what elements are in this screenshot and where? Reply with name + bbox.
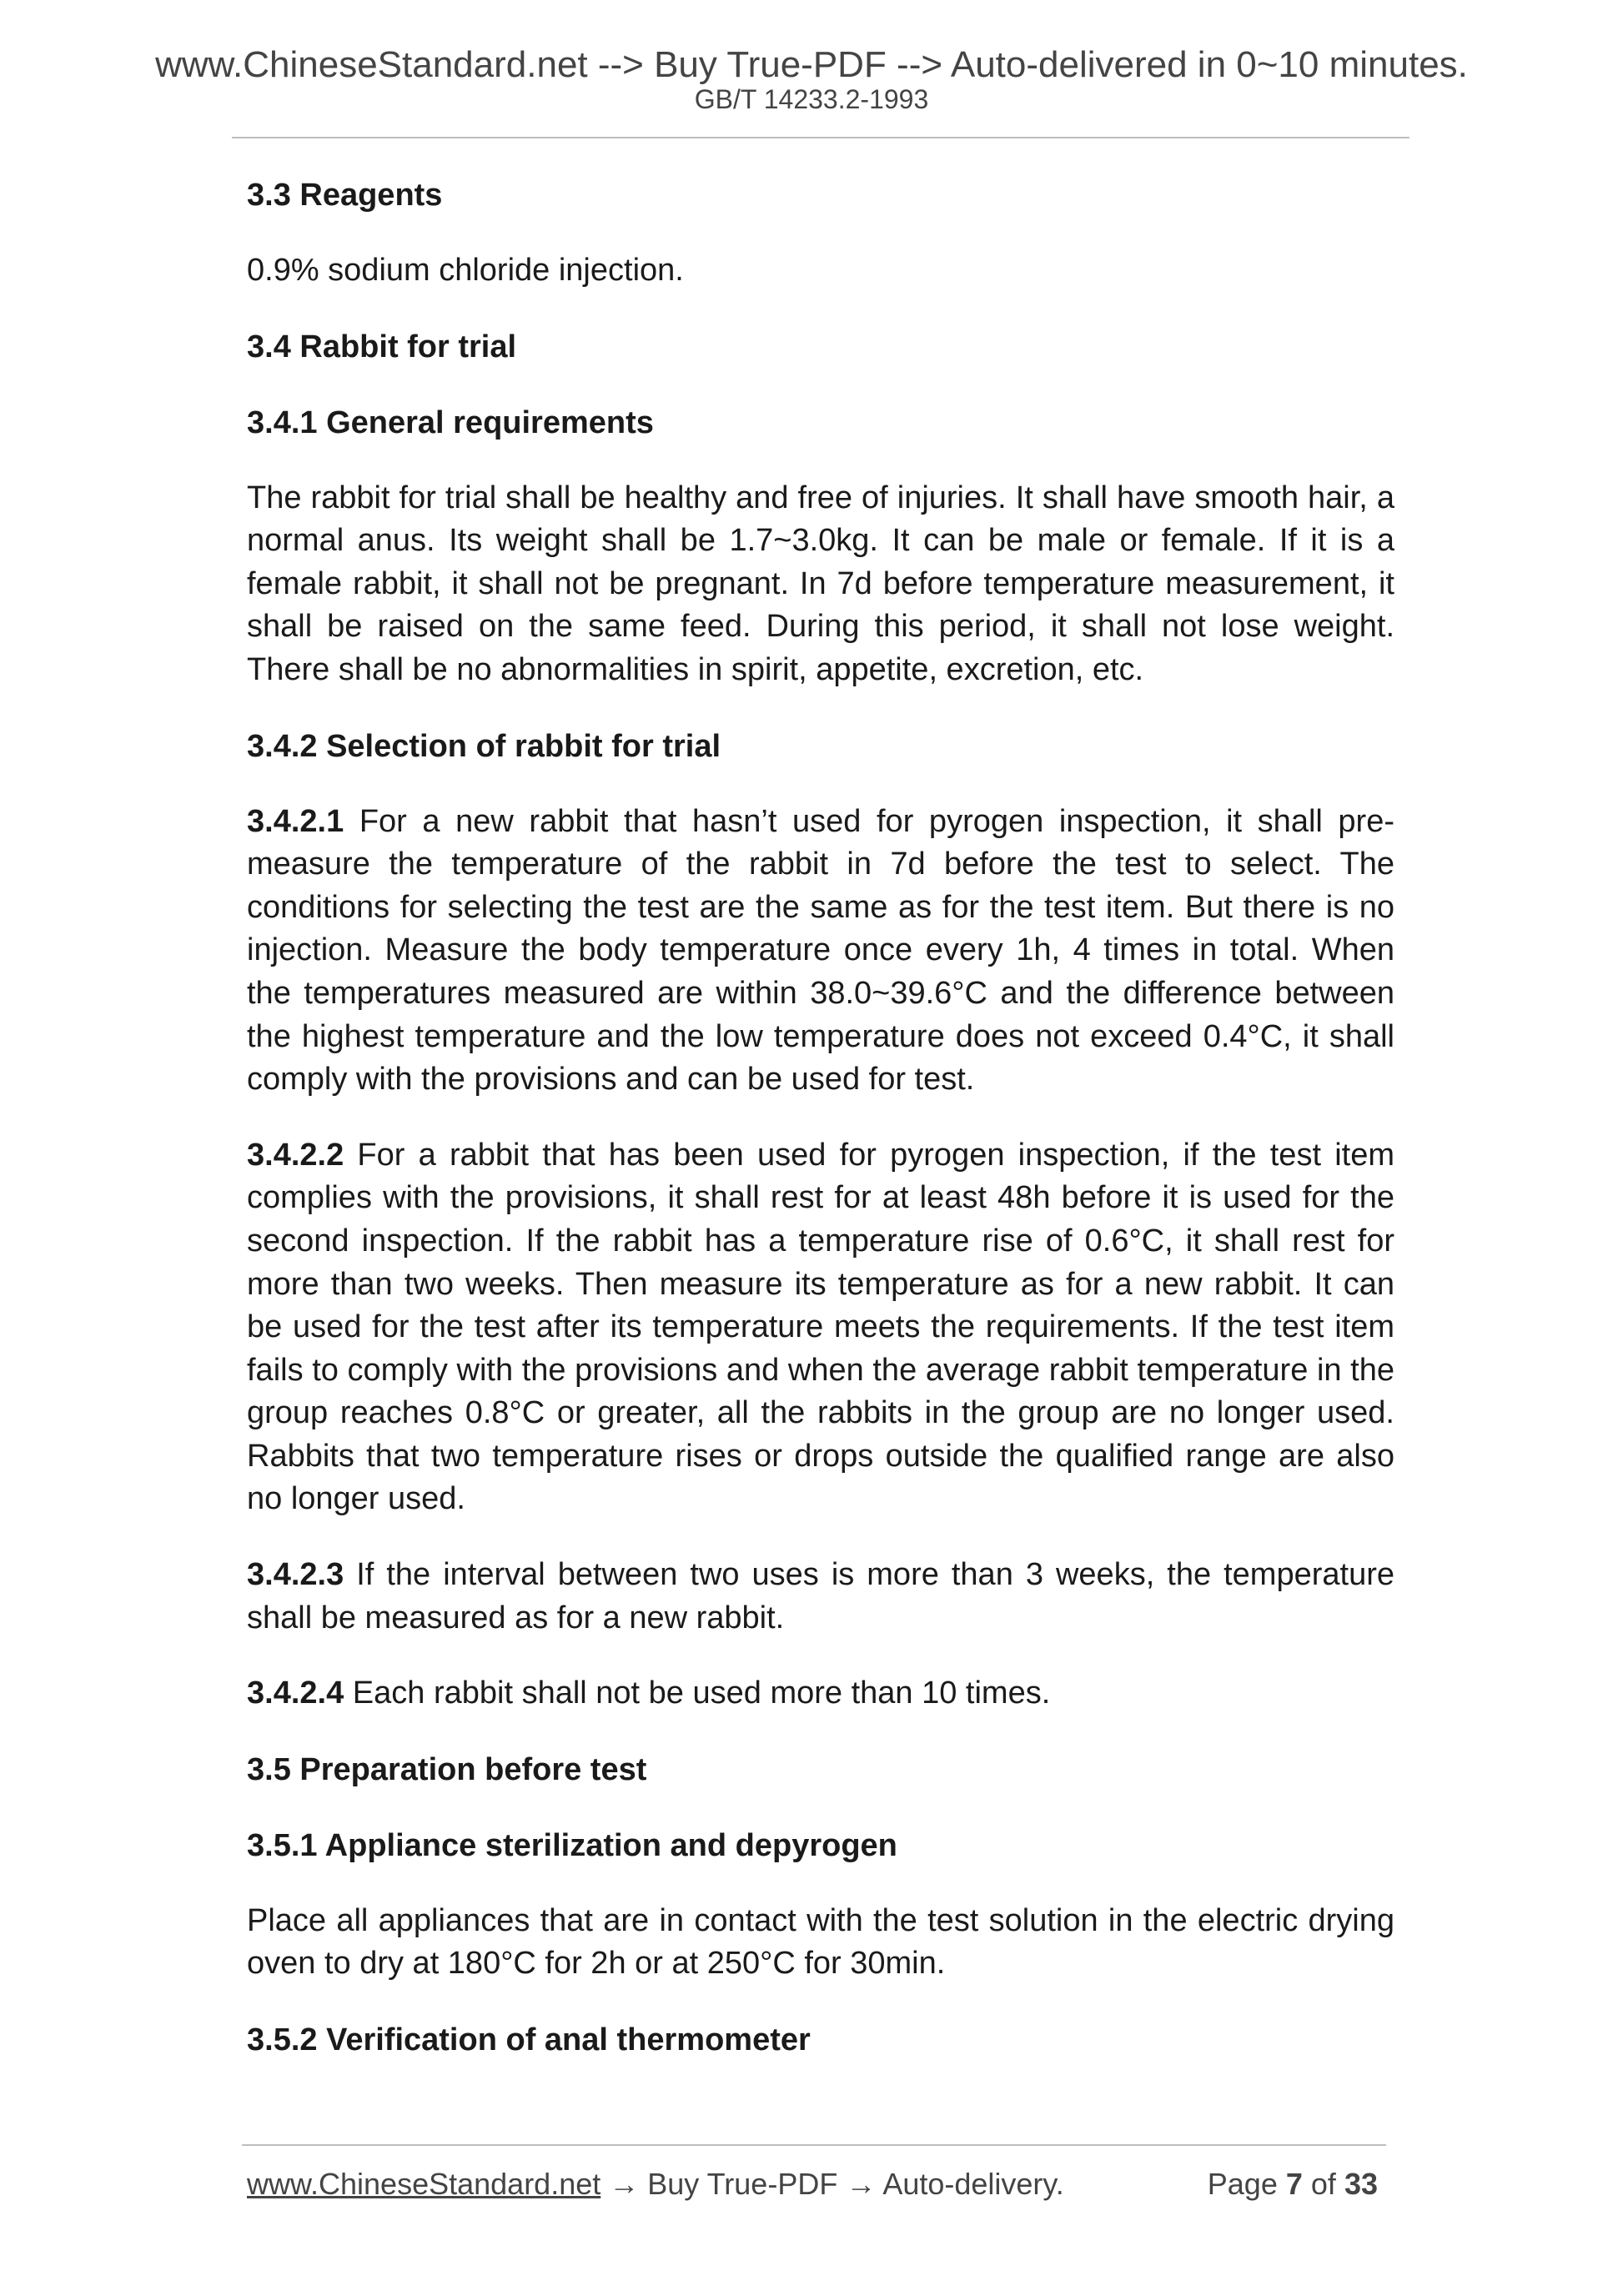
- footer-text: [247, 2165, 1064, 2203]
- clause-text: Each rabbit shall not be used more than 10 times.: [352, 1676, 1051, 1711]
- section-heading: 3.5 Preparation before test: [247, 1751, 647, 1787]
- document-body: [247, 173, 1394, 2094]
- paragraph: Place all appliances that are in contact with the test solution in the electric drying oven to dry at 180°C for 2h or at 250°C for 30min.: [247, 1902, 1394, 1982]
- paragraph: The rabbit for trial shall be healthy and free of injuries. It shall have smooth hair, a normal anus. Its weight shall be 1.7~3.0kg. It can be male or female. If it is a female rabbit, it shall not be pregnant. In 7d before temperature measurement, it shall be raised on the same feed. During this period, it shall not lose weight. There shall be no abnormalities in spirit, appetite, excretion, etc.: [247, 480, 1394, 687]
- footer-tagline: → Buy True-PDF → Auto-delivery.: [600, 2167, 1064, 2201]
- page-indicator: [1208, 2165, 1378, 2203]
- header-divider: [232, 137, 1409, 138]
- section-heading: 3.3 Reagents: [247, 178, 443, 213]
- clause-text: For a rabbit that has been used for pyrogen inspection, if the test item complies with the provisions, it shall rest for at least 48h before it is used for the second inspection. If the rabbit has a temperature rise of 0.6°C, it shall rest for more than two weeks. Then measure its temperature as for a new rabbit. It can be used for the test after its temperature meets the requirements. If the test item fails to comply with the provisions and when the average rabbit temperature in the group reaches 0.8°C or greater, all the rabbits in the group are no longer used. Rabbits that two temperature rises or drops outside the qualified range are also no longer used.: [247, 1137, 1394, 1517]
- of-label: of: [1310, 2167, 1336, 2201]
- clause-paragraph: [247, 1554, 1394, 1640]
- section-heading: 3.5.2 Verification of anal thermometer: [247, 2022, 811, 2058]
- clause-number: 3.4.2.4: [247, 1676, 344, 1711]
- clause-text: If the interval between two uses is more than 3 weeks, the temperature shall be measured as for a new rabbit.: [247, 1557, 1394, 1635]
- section-heading: 3.5.1 Appliance sterilization and depyrogen: [247, 1827, 897, 1863]
- clause-number: 3.4.2.3: [247, 1557, 344, 1593]
- clause-paragraph: [247, 801, 1394, 1102]
- footer-site-link[interactable]: www.ChineseStandard.net: [247, 2167, 601, 2201]
- paragraph: 0.9% sodium chloride injection.: [247, 253, 684, 288]
- section-heading: 3.4.1 General requirements: [247, 404, 654, 440]
- page-number: 7: [1285, 2167, 1303, 2201]
- page-total: 33: [1344, 2167, 1378, 2201]
- section-heading: 3.4 Rabbit for trial: [247, 329, 517, 364]
- header-banner-link[interactable]: www.ChineseStandard.net --> Buy True-PDF --> Auto-delivered in 0~10 minutes.: [155, 44, 1468, 85]
- clause-paragraph: [247, 1134, 1394, 1521]
- clause-number: 3.4.2.2: [247, 1137, 344, 1173]
- clause-number: 3.4.2.1: [247, 803, 344, 839]
- clause-paragraph: [247, 1672, 1394, 1716]
- clause-text: For a new rabbit that hasn’t used for pyrogen inspection, it shall pre-measure the temperature of the rabbit in 7d before the test to select. The conditions for selecting the test are the same as for the test item. But there is no injection. Measure the body temperature once every 1h, 4 times in total. When the temperatures measured are within 38.0~39.6°C and the difference between the highest temperature and the low temperature does not exceed 0.4°C, it shall comply with the provisions and can be used for test.: [247, 803, 1395, 1098]
- standard-code: GB/T 14233.2-1993: [694, 84, 929, 114]
- section-heading: 3.4.2 Selection of rabbit for trial: [247, 728, 721, 764]
- footer-divider: [242, 2144, 1386, 2146]
- page-label: Page: [1207, 2167, 1278, 2201]
